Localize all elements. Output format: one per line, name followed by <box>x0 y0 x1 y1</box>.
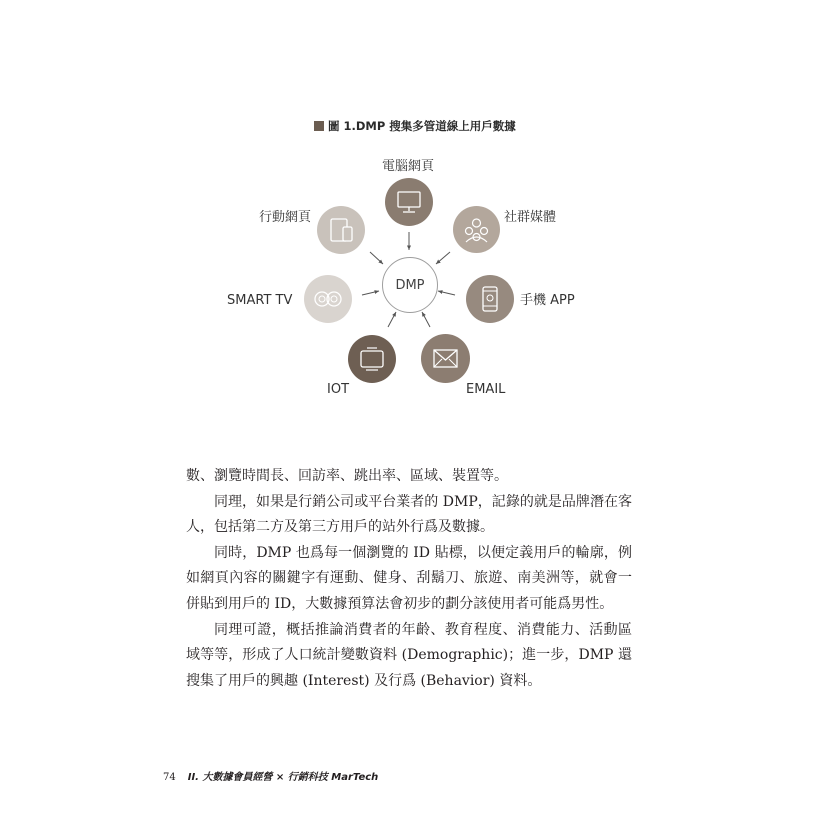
monitor-icon <box>385 178 433 226</box>
smart-tv-icon <box>304 275 352 323</box>
body-text <box>186 464 632 694</box>
label-social: 社群媒體 <box>504 210 557 225</box>
arrow-iot <box>388 312 396 327</box>
tablet-phone-icon <box>317 206 365 254</box>
running-title: II. 大數據會員經營 × 行銷科技 MarTech <box>187 772 379 783</box>
page-footer <box>163 768 378 783</box>
tv-device-icon <box>348 335 396 383</box>
smartphone-app-icon <box>466 275 514 323</box>
node-mobileweb <box>317 206 365 254</box>
label-web: 電腦網頁 <box>382 159 435 174</box>
arrow-mobileweb <box>370 252 383 264</box>
page-number: 74 <box>163 772 176 783</box>
node-social <box>453 206 500 253</box>
envelope-icon <box>421 334 470 383</box>
paragraph: 數、瀏覽時間長、回訪率、跳出率、區域、裝置等。 <box>186 468 508 484</box>
paragraph: 同時，DMP 也爲每一個瀏覽的 ID 貼標，以便定義用戶的輪廓，例如網頁內容的關鍵字有運動、健身、刮鬍刀、旅遊、南美洲等，就會一併貼到用戶的 ID，大數據預算法會初步的劃分該使用者可能爲男性。 <box>186 544 632 612</box>
dmp-center-node: DMP <box>382 257 438 313</box>
label-mobileweb: 行動網頁 <box>259 210 312 225</box>
label-iot: IOT <box>327 382 350 397</box>
node-iot <box>348 335 396 383</box>
paragraph: 同理可證，概括推論消費者的年齡、教育程度、消費能力、活動區域等等，形成了人口統計變數資料 (Demographic)；進一步，DMP 還搜集了用戶的興趣 (Interest) 及行爲 (Behavior) 資料。 <box>186 621 632 689</box>
node-smarttv <box>304 275 352 323</box>
label-smarttv: SMART TV <box>227 293 293 308</box>
figure-caption-text: 圖 1.DMP 搜集多管道線上用戶數據 <box>328 119 516 133</box>
arrow-smarttv <box>362 291 379 295</box>
label-email: EMAIL <box>466 382 506 397</box>
arrow-app <box>438 291 455 295</box>
arrow-social <box>436 252 450 264</box>
node-app <box>466 275 514 323</box>
node-web <box>385 178 433 226</box>
node-email <box>421 334 470 383</box>
arrow-email <box>422 312 430 327</box>
paragraph: 同理，如果是行銷公司或平台業者的 DMP，記錄的就是品牌潛在客人，包括第二方及第三方用戶的站外行爲及數據。 <box>186 493 632 536</box>
label-app: 手機 APP <box>520 293 575 308</box>
social-network-icon <box>453 206 500 253</box>
